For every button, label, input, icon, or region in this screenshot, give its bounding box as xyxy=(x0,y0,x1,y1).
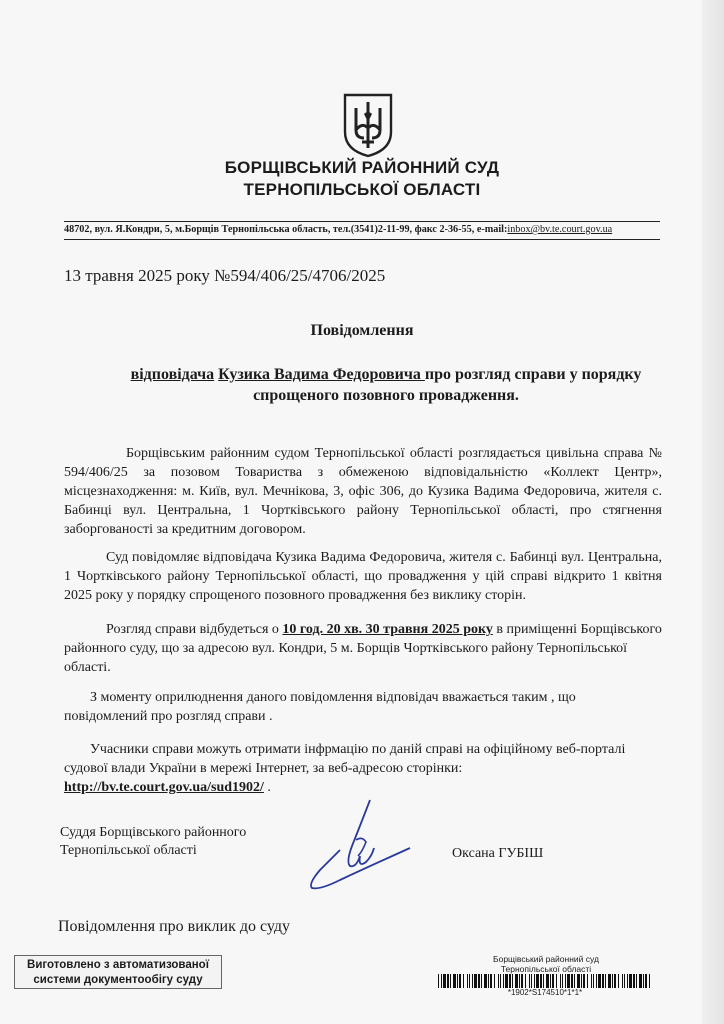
court-address xyxy=(64,224,674,235)
judge-title-line2: Тернопільської області xyxy=(60,843,197,858)
paragraph-3-end: в приміщенні Борщівського районного суду, що за адресою вул. Кондри, 5 м. Борщів Чортківського району Тернопільської області. xyxy=(64,622,662,675)
stamp-line2: Тернопільської області xyxy=(500,964,592,974)
signature-icon xyxy=(300,796,420,896)
paragraph-case-info xyxy=(64,444,662,539)
court-web-link[interactable]: http://bv.te.court.gov.ua/sud1902/ xyxy=(64,780,264,795)
address-text: 48702, вул. Я.Кондри, 5, м.Борщів Тернопільська область, тел.(3541)2-11-99, факс 2-36-55, e-mail: xyxy=(64,224,508,235)
paragraph-1-text: Борщівським районним судом Тернопільської області розглядається цивільна справа № 594/406/25 за позовом Товариства з обмеженою відповідальністю «Коллект Центр», місцезнаходження: м. Київ, вул. Мечнікова, 3, офіс 306, до Кузика Вадима Федоровича, жителя с. Бабинці вул. Центральна, 1 Чортківського району Тернопільської області, про стягнення заборгованості за кредитним договором. xyxy=(64,446,662,537)
paragraph-web-info xyxy=(64,740,662,797)
paragraph-notice xyxy=(64,548,662,605)
paragraph-hearing xyxy=(64,620,662,677)
automated-system-stamp xyxy=(14,955,222,989)
barcode-icon xyxy=(438,974,652,988)
header-rule-bottom xyxy=(64,239,660,240)
document-subject xyxy=(96,364,676,406)
hearing-time: 10 год. 20 хв. 30 травня 2025 року xyxy=(282,622,493,637)
paragraph-3-start: Розгляд справи відбудеться о xyxy=(106,622,283,637)
subject-prefix: відповідача xyxy=(130,366,215,383)
barcode-court-label xyxy=(436,954,656,974)
subject-rest: про розгляд справи у порядку спрощеного позовного провадження. xyxy=(253,366,642,404)
barcode-number: *1902*S174510*1*1* xyxy=(507,988,583,997)
paragraph-5-start: Учасники справи можуть отримати інфрмацію по даній справі на офіційному веб-порталі судової влади України в мережі Інтернет, за веб-адресою сторінки: xyxy=(64,742,626,776)
page-edge xyxy=(702,0,724,1024)
stamp-line1: Борщівський районний суд xyxy=(493,954,599,964)
auto-line2: системи документообігу суду xyxy=(33,974,203,986)
judge-title xyxy=(60,824,246,860)
trident-coat-of-arms-icon xyxy=(342,92,394,158)
auto-line1: Виготовлено з автоматизованої xyxy=(27,959,209,971)
judge-title-line1: Суддя Борщівського районного xyxy=(60,825,247,840)
court-name-line1: БОРЩІВСЬКИЙ РАЙОННИЙ СУД xyxy=(224,158,500,177)
paragraph-2-text: Суд повідомляє відповідача Кузика Вадима Федоровича, жителя с. Бабинці вул. Центральна, 1 Чортківського району Тернопільської області, що провадження у цій справі відкрито 1 квітня 2025 року у порядку спрощеного позовного провадження без виклику сторін. xyxy=(64,550,662,603)
date-reference: 13 травня 2025 року №594/406/25/4706/2025 xyxy=(64,266,386,285)
email-link[interactable]: inbox@bv.te.court.gov.ua xyxy=(507,224,613,235)
subject-name: Кузика Вадима Федоровича xyxy=(218,366,425,383)
header-rule xyxy=(64,221,660,222)
summons-label: Повідомлення про виклик до суду xyxy=(58,918,291,935)
paragraph-5-end: . xyxy=(263,780,271,795)
paragraph-publication xyxy=(64,688,662,726)
judge-name: Оксана ГУБІШ xyxy=(452,846,544,861)
court-name-line2: ТЕРНОПІЛЬСЬКОЇ ОБЛАСТІ xyxy=(243,180,481,199)
document-title: Повідомлення xyxy=(310,322,414,339)
paragraph-4-text: З моменту оприлюднення даного повідомлення відповідач вважається таким , що повідомлений про розгляд справи . xyxy=(64,690,576,724)
